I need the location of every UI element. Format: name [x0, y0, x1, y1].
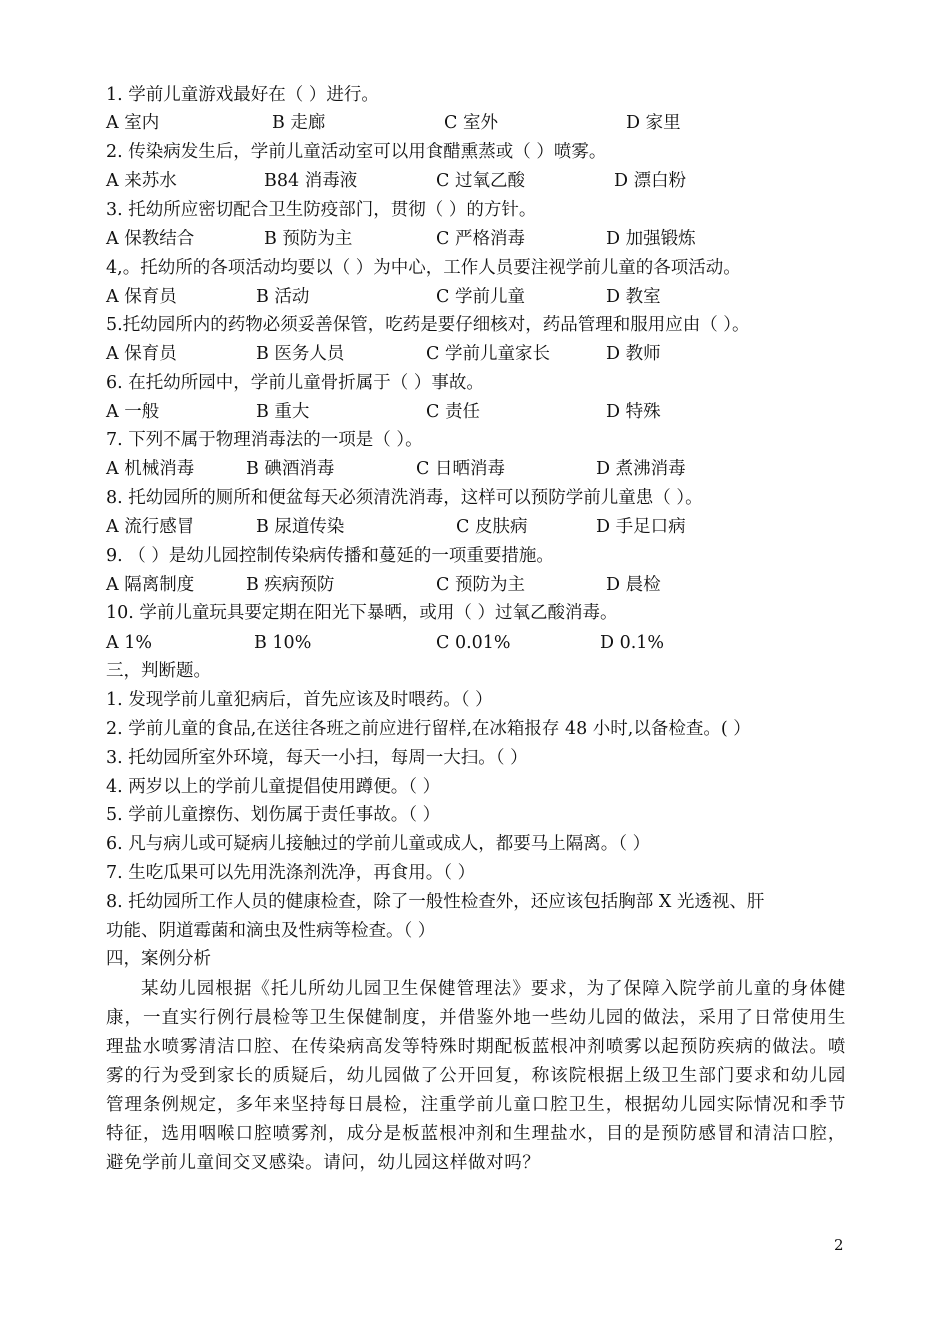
option-a: A 1% — [106, 633, 152, 653]
option-a: A 机械消毒 — [106, 459, 195, 479]
option-d: D 特殊 — [606, 402, 661, 422]
option-a: A 来苏水 — [106, 171, 177, 191]
question-3-stem: 3. 托幼所应密切配合卫生防疫部门，贯彻（ ）的方针。 — [106, 200, 537, 220]
option-c: C 严格消毒 — [436, 229, 525, 249]
option-c: C 预防为主 — [436, 575, 525, 595]
option-b: B 尿道传染 — [256, 517, 345, 537]
option-c: C 学前儿童家长 — [426, 344, 550, 364]
option-d: D 教师 — [606, 344, 661, 364]
question-1-options — [106, 111, 866, 135]
judge-item: 3. 托幼园所室外环境，每天一小扫，每周一大扫。（ ） — [106, 748, 528, 768]
question-4-options — [106, 285, 866, 309]
option-a: A 一般 — [106, 402, 160, 422]
option-d: D 教室 — [606, 287, 661, 307]
question-10-stem: 10. 学前儿童玩具要定期在阳光下暴晒，或用（ ）过氧乙酸消毒。 — [106, 603, 618, 623]
option-c: C 皮肤病 — [456, 517, 528, 537]
option-c: C 室外 — [444, 113, 498, 133]
option-c: C 过氧乙酸 — [436, 171, 525, 191]
option-c: C 责任 — [426, 402, 480, 422]
question-10-options — [106, 631, 866, 655]
judge-item: 6. 凡与病儿或可疑病儿接触过的学前儿童或成人，都要马上隔离。（ ） — [106, 834, 651, 854]
option-b: B 走廊 — [272, 113, 326, 133]
judge-section-title: 三，判断题。 — [106, 661, 211, 681]
question-8-options — [106, 515, 866, 539]
question-7-stem: 7. 下列不属于物理消毒法的一项是（ ）。 — [106, 430, 423, 450]
judge-item-continuation: 功能、阴道霉菌和滴虫及性病等检查。（ ） — [106, 921, 436, 941]
option-c: C 0.01% — [436, 633, 511, 653]
question-8-stem: 8. 托幼园所的厕所和便盆每天必须清洗消毒，这样可以预防学前儿童患（ ）。 — [106, 488, 703, 508]
judge-item: 1. 发现学前儿童犯病后，首先应该及时喂药。（ ） — [106, 690, 493, 710]
option-b: B 疾病预防 — [246, 575, 335, 595]
option-a: A 隔离制度 — [106, 575, 195, 595]
question-7-options — [106, 457, 866, 481]
option-a: A 保育员 — [106, 287, 177, 307]
option-c: C 日晒消毒 — [416, 459, 505, 479]
question-3-options — [106, 227, 866, 251]
question-1-stem: 1. 学前儿童游戏最好在（ ）进行。 — [106, 85, 379, 105]
option-b: B84 消毒液 — [264, 171, 358, 191]
option-b: B 预防为主 — [264, 229, 353, 249]
option-a: A 保育员 — [106, 344, 177, 364]
option-a: A 室内 — [106, 113, 160, 133]
question-2-stem: 2. 传染病发生后，学前儿童活动室可以用食醋熏蒸或（ ）喷雾。 — [106, 142, 607, 162]
judge-item: 7. 生吃瓜果可以先用洗涤剂洗净，再食用。（ ） — [106, 863, 476, 883]
option-d: D 加强锻炼 — [606, 229, 696, 249]
question-6-options — [106, 400, 866, 424]
question-4-stem: 4,。托幼所的各项活动均要以（ ）为中心，工作人员要注视学前儿童的各项活动。 — [106, 258, 741, 278]
question-2-options — [106, 169, 866, 193]
option-c: C 学前儿童 — [436, 287, 525, 307]
page-number: 2 — [834, 1236, 844, 1254]
case-paragraph: 某幼儿园根据《托儿所幼儿园卫生保健管理法》要求，为了保障入院学前儿童的身体健康，一直实行例行晨检等卫生保健制度，并借鉴外地一些幼儿园的做法，采用了日常使用生理盐水喷雾清洁口腔、在传染病高发等特殊时期配板蓝根冲剂喷雾以起预防疾病的做法。喷雾的行为受到家长的质疑后，幼儿园做了公开回复，称该院根据上级卫生部门要求和幼儿园管理条例规定，多年来坚持每日晨检，注重学前儿童口腔卫生，根据幼儿园实际情况和季节特征，选用咽喉口腔喷雾剂，成分是板蓝根冲剂和生理盐水，目的是预防感冒和清洁口腔，避免学前儿童间交叉感染。请问，幼儿园这样做对吗？ — [106, 979, 846, 1173]
option-d: D 煮沸消毒 — [596, 459, 686, 479]
option-d: D 手足口病 — [596, 517, 686, 537]
question-5-options — [106, 342, 866, 366]
question-5-stem: 5.托幼园所内的药物必须妥善保管，吃药是要仔细核对，药品管理和服用应由（ ）。 — [106, 315, 750, 335]
judge-item: 8. 托幼园所工作人员的健康检查，除了一般性检查外，还应该包括胸部 X 光透视、肝 — [106, 892, 765, 912]
option-a: A 保教结合 — [106, 229, 195, 249]
option-b: B 活动 — [256, 287, 310, 307]
option-b: B 重大 — [256, 402, 310, 422]
option-b: B 碘酒消毒 — [246, 459, 335, 479]
option-d: D 漂白粉 — [614, 171, 687, 191]
option-d: D 晨检 — [606, 575, 661, 595]
question-9-stem: 9. （ ）是幼儿园控制传染病传播和蔓延的一项重要措施。 — [106, 546, 554, 566]
question-9-options — [106, 573, 866, 597]
option-d: D 0.1% — [600, 633, 665, 653]
option-b: B 医务人员 — [256, 344, 345, 364]
question-6-stem: 6. 在托幼所园中，学前儿童骨折属于（ ）事故。 — [106, 373, 484, 393]
case-section-title: 四，案例分析 — [106, 949, 211, 969]
judge-item: 4. 两岁以上的学前儿童提倡使用蹲便。（ ） — [106, 777, 441, 797]
option-a: A 流行感冒 — [106, 517, 195, 537]
option-d: D 家里 — [626, 113, 681, 133]
judge-item: 5. 学前儿童擦伤、划伤属于责任事故。（ ） — [106, 805, 441, 825]
option-b: B 10% — [254, 633, 312, 653]
judge-item: 2. 学前儿童的食品,在送往各班之前应进行留样,在冰箱报存 48 小时,以备检查。( ） — [106, 719, 751, 739]
